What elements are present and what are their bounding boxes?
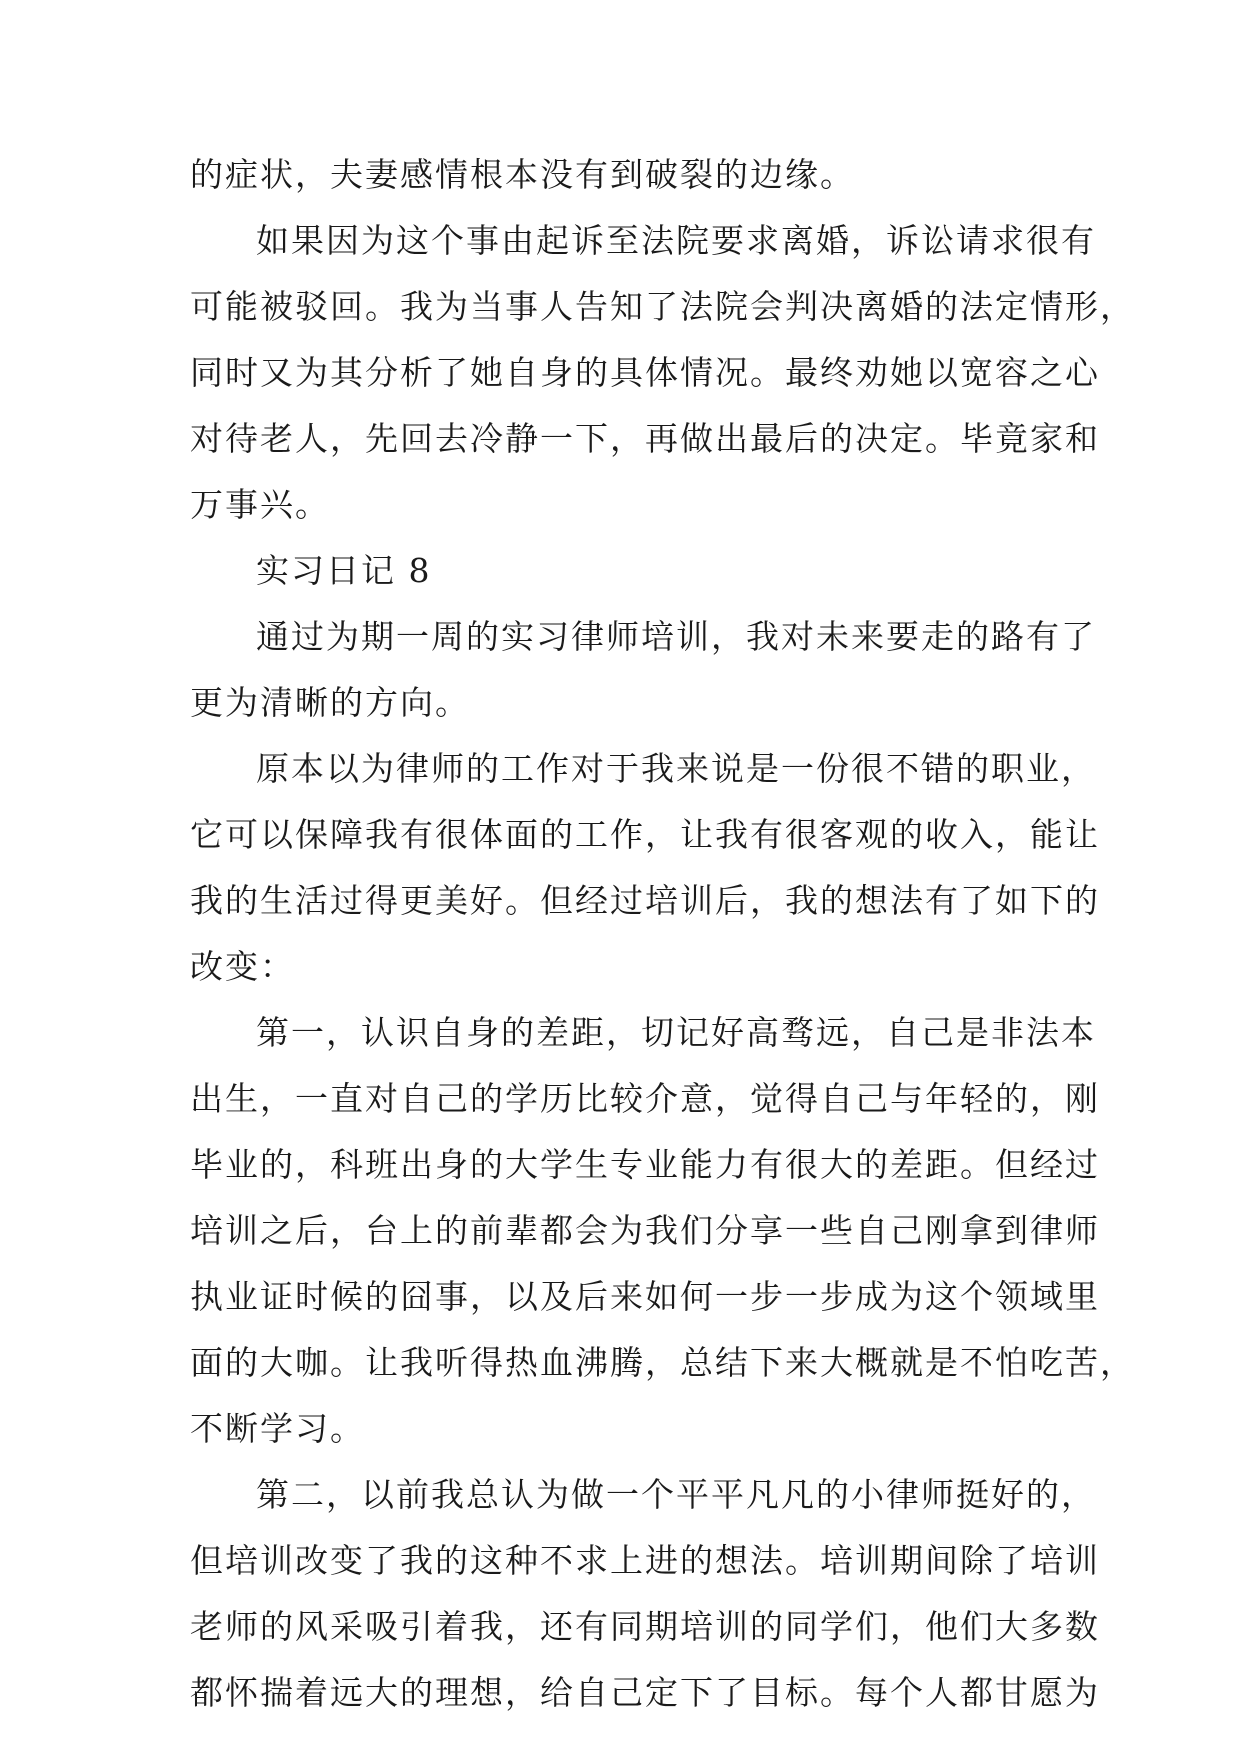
- text-line-24: 都怀揣着远大的理想，给自己定下了目标。每个人都甘愿为: [190, 1673, 1100, 1712]
- text-line-4: 同时又为其分析了她自身的具体情况。最终劝她以宽容之心: [190, 353, 1100, 392]
- text-line-12: 我的生活过得更美好。但经过培训后，我的想法有了如下的: [190, 881, 1100, 920]
- document-body: [190, 142, 1135, 1726]
- text-line-5: 对待老人，先回去冷静一下，再做出最后的决定。毕竟家和: [190, 419, 1100, 458]
- text-line-19: 面的大咖。让我听得热血沸腾，总结下来大概就是不怕吃苦，: [190, 1343, 1135, 1382]
- text-line-3: 可能被驳回。我为当事人告知了法院会判决离婚的法定情形，: [190, 287, 1135, 326]
- text-line-20: 不断学习。: [190, 1409, 365, 1448]
- text-line-2: 如果因为这个事由起诉至法院要求离婚，诉讼请求很有: [256, 221, 1096, 260]
- text-line-14: 第一，认识自身的差距，切记好高骛远，自己是非法本: [256, 1013, 1096, 1052]
- text-line-22: 但培训改变了我的这种不求上进的想法。培训期间除了培训: [190, 1541, 1100, 1580]
- text-line-17: 培训之后，台上的前辈都会为我们分享一些自己刚拿到律师: [190, 1211, 1100, 1250]
- text-line-6: 万事兴。: [190, 485, 330, 524]
- text-line-9: 更为清晰的方向。: [190, 683, 470, 722]
- text-line-10: 原本以为律师的工作对于我来说是一份很不错的职业，: [256, 749, 1096, 788]
- text-line-21: 第二，以前我总认为做一个平平凡凡的小律师挺好的，: [256, 1475, 1096, 1514]
- section-heading: 实习日记 8: [256, 551, 432, 590]
- text-line-23: 老师的风采吸引着我，还有同期培训的同学们，他们大多数: [190, 1607, 1100, 1646]
- text-line-15: 出生，一直对自己的学历比较介意，觉得自己与年轻的，刚: [190, 1079, 1100, 1118]
- text-line-8: 通过为期一周的实习律师培训，我对未来要走的路有了: [256, 617, 1096, 656]
- text-line-18: 执业证时候的囧事，以及后来如何一步一步成为这个领域里: [190, 1277, 1100, 1316]
- text-line-16: 毕业的，科班出身的大学生专业能力有很大的差距。但经过: [190, 1145, 1100, 1184]
- text-line-13: 改变：: [190, 947, 295, 986]
- text-line-1: 的症状，夫妻感情根本没有到破裂的边缘。: [190, 155, 855, 194]
- text-line-11: 它可以保障我有很体面的工作，让我有很客观的收入，能让: [190, 815, 1100, 854]
